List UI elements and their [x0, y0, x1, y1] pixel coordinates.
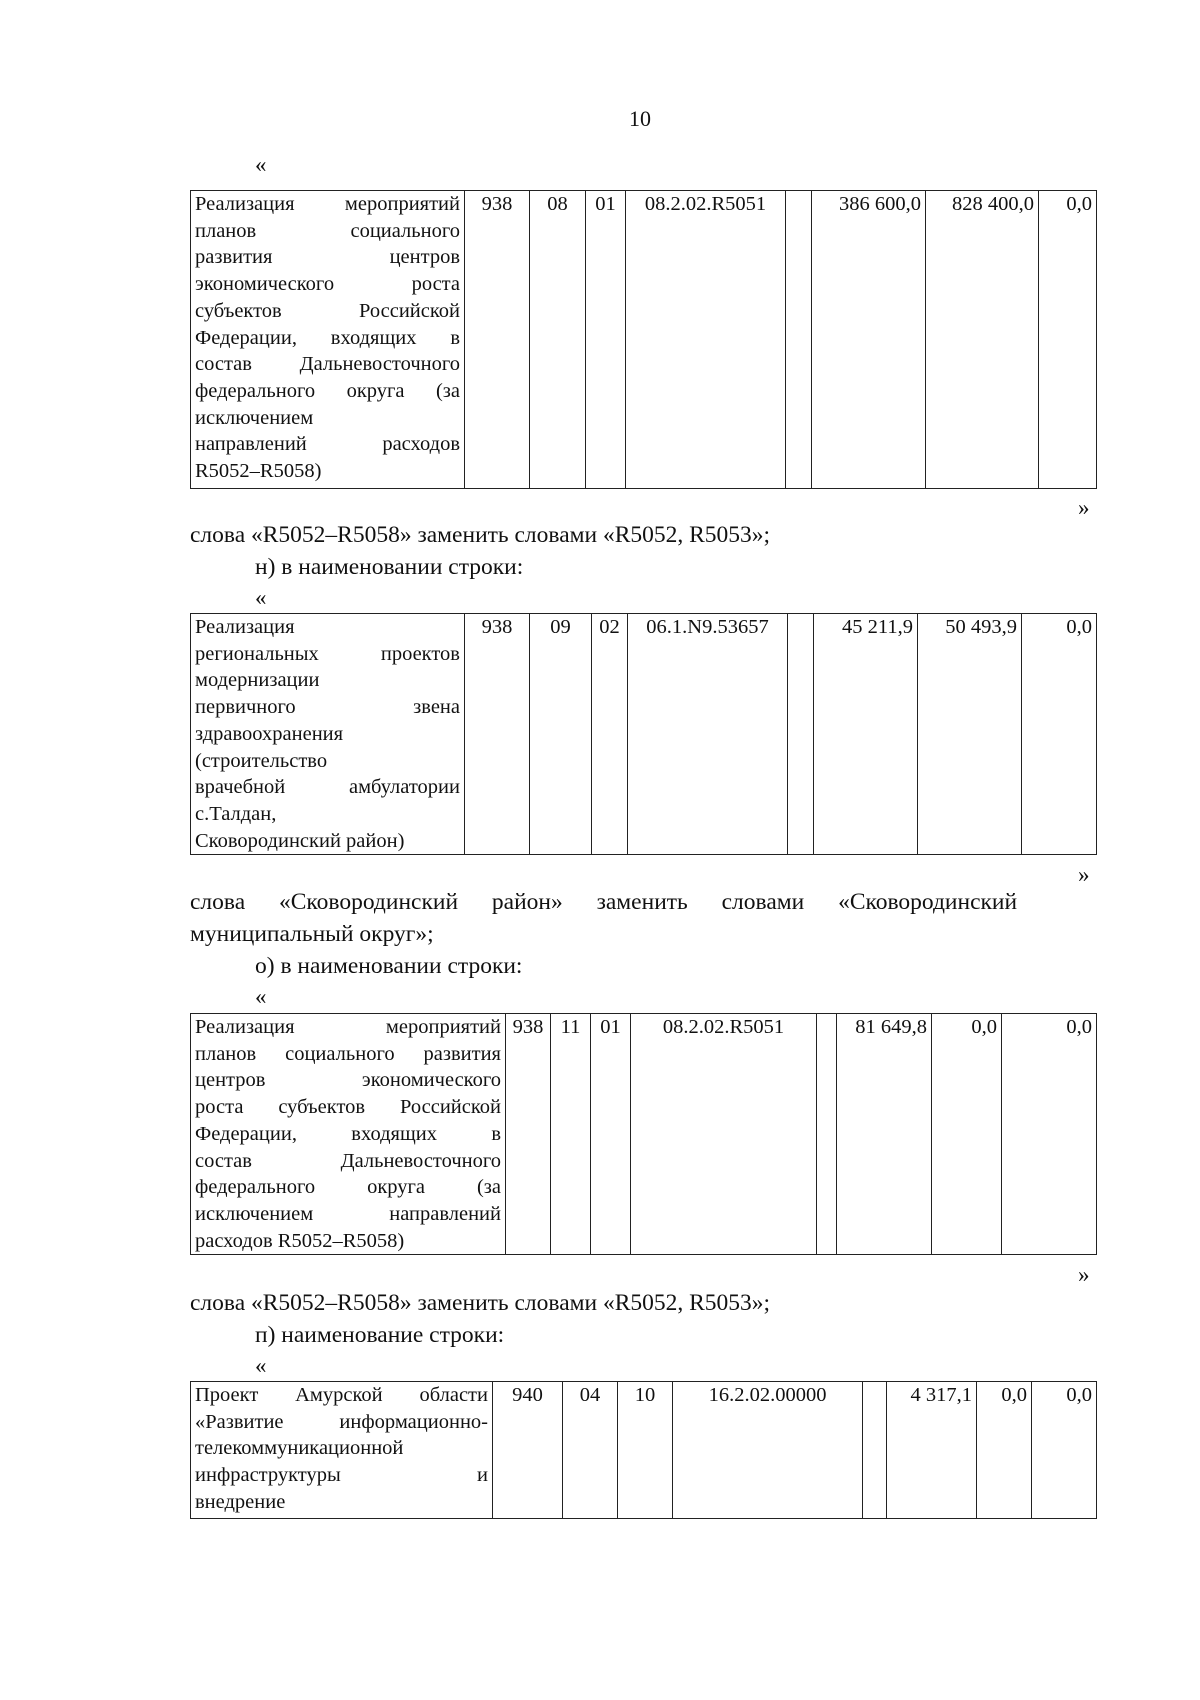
amount-year1-cell: 45 211,9: [814, 614, 918, 855]
name-line: внедрение: [195, 1490, 286, 1513]
amount-year3-cell: 0,0: [1002, 1014, 1097, 1255]
amendment-subitem: н) в наименовании строки:: [255, 554, 524, 580]
name-line: с.Талдан,: [195, 802, 277, 825]
ministry-code-cell: 938: [506, 1014, 551, 1255]
name-line: исключением направлений: [195, 1202, 501, 1225]
name-line: состав Дальневосточного: [195, 353, 460, 376]
name-line: развития центров: [195, 246, 460, 269]
amount-year2-cell: 0,0: [977, 1382, 1032, 1519]
section-cell: 11: [551, 1014, 591, 1255]
name-line: Сковородинский район): [195, 829, 405, 852]
name-line: направлений расходов: [195, 433, 460, 456]
amount-year1-cell: 4 317,1: [887, 1382, 977, 1519]
row-name-cell: [191, 191, 465, 489]
ministry-code-cell: 938: [465, 614, 530, 855]
close-quote: »: [1078, 495, 1090, 520]
name-line: Федерации, входящих в: [195, 1122, 501, 1145]
amount-year3-cell: 0,0: [1022, 614, 1097, 855]
ministry-code-cell: 940: [493, 1382, 563, 1519]
name-line: экономического роста: [195, 273, 460, 296]
budget-row-table: [190, 1381, 1097, 1519]
amount-year2-cell: 828 400,0: [926, 191, 1039, 489]
section-cell: 08: [530, 191, 586, 489]
page-number: 10: [629, 106, 651, 131]
name-line: планов социального: [195, 219, 460, 242]
target-article-cell: 08.2.02.R5051: [626, 191, 786, 489]
name-line: роста субъектов Российской: [195, 1096, 501, 1119]
budget-row-table: [190, 613, 1097, 855]
name-line: модернизации: [195, 669, 320, 692]
open-quote: «: [255, 984, 267, 1009]
amount-year3-cell: 0,0: [1039, 191, 1097, 489]
amount-year1-cell: 386 600,0: [812, 191, 926, 489]
name-line: федерального округа (за: [195, 1176, 501, 1199]
section-cell: 04: [563, 1382, 618, 1519]
name-line: телекоммуникационной: [195, 1437, 404, 1460]
name-line: расходов R5052–R5058): [195, 1229, 405, 1252]
name-line: R5052–R5058): [195, 460, 322, 483]
row-name-cell: [191, 1014, 506, 1255]
close-quote: »: [1078, 862, 1090, 887]
name-line: исключением: [195, 406, 314, 429]
name-line: здравоохранения: [195, 722, 344, 745]
row-name-cell: [191, 1382, 493, 1519]
expense-type-cell: [817, 1014, 837, 1255]
amendment-subitem: о) в наименовании строки:: [255, 953, 523, 979]
name-line: Реализация: [195, 616, 295, 638]
name-line: (строительство: [195, 749, 328, 772]
amount-year2-cell: 50 493,9: [918, 614, 1022, 855]
amount-year3-cell: 0,0: [1032, 1382, 1097, 1519]
target-article-cell: 08.2.02.R5051: [631, 1014, 817, 1255]
expense-type-cell: [786, 191, 812, 489]
name-line: состав Дальневосточного: [195, 1149, 501, 1172]
name-line: Проект Амурской области: [195, 1384, 488, 1406]
open-quote: «: [255, 152, 267, 177]
amount-year2-cell: 0,0: [932, 1014, 1002, 1255]
target-article-cell: 06.1.N9.53657: [628, 614, 788, 855]
name-line: центров экономического: [195, 1069, 501, 1092]
ministry-code-cell: 938: [465, 191, 530, 489]
budget-row-table: [190, 190, 1097, 489]
open-quote: «: [255, 1353, 267, 1378]
amendment-text-line: слова «Сковородинский район» заменить словами «Сковородинский: [190, 889, 1018, 915]
subsection-cell: 02: [592, 614, 628, 855]
name-line: «Развитие информационно-: [195, 1410, 488, 1433]
expense-type-cell: [788, 614, 814, 855]
amendment-subitem: п) наименование строки:: [255, 1322, 505, 1348]
name-line: Реализация мероприятий: [195, 193, 460, 215]
name-line: субъектов Российской: [195, 299, 460, 322]
open-quote: «: [255, 585, 267, 610]
target-article-cell: 16.2.02.00000: [673, 1382, 863, 1519]
name-line: первичного звена: [195, 696, 460, 719]
name-line: планов социального развития: [195, 1042, 501, 1065]
amount-year1-cell: 81 649,8: [837, 1014, 932, 1255]
expense-type-cell: [863, 1382, 887, 1519]
name-line: федерального округа (за: [195, 379, 460, 402]
close-quote: »: [1078, 1262, 1090, 1287]
name-line: врачебной амбулатории: [195, 776, 460, 799]
amendment-text: слова «R5052–R5058» заменить словами «R5052, R5053»;: [190, 522, 771, 548]
subsection-cell: 10: [618, 1382, 673, 1519]
section-cell: 09: [530, 614, 592, 855]
amendment-text-continued: муниципальный округ»;: [190, 921, 434, 947]
row-name-cell: [191, 614, 465, 855]
amendment-text: слова «R5052–R5058» заменить словами «R5052, R5053»;: [190, 1290, 771, 1316]
name-line: инфраструктуры и: [195, 1464, 488, 1487]
name-line: Федерации, входящих в: [195, 326, 460, 349]
subsection-cell: 01: [591, 1014, 631, 1255]
name-line: Реализация мероприятий: [195, 1016, 501, 1038]
amendment-text: [190, 886, 1096, 918]
budget-row-table: [190, 1013, 1097, 1255]
subsection-cell: 01: [586, 191, 626, 489]
name-line: региональных проектов: [195, 642, 460, 665]
